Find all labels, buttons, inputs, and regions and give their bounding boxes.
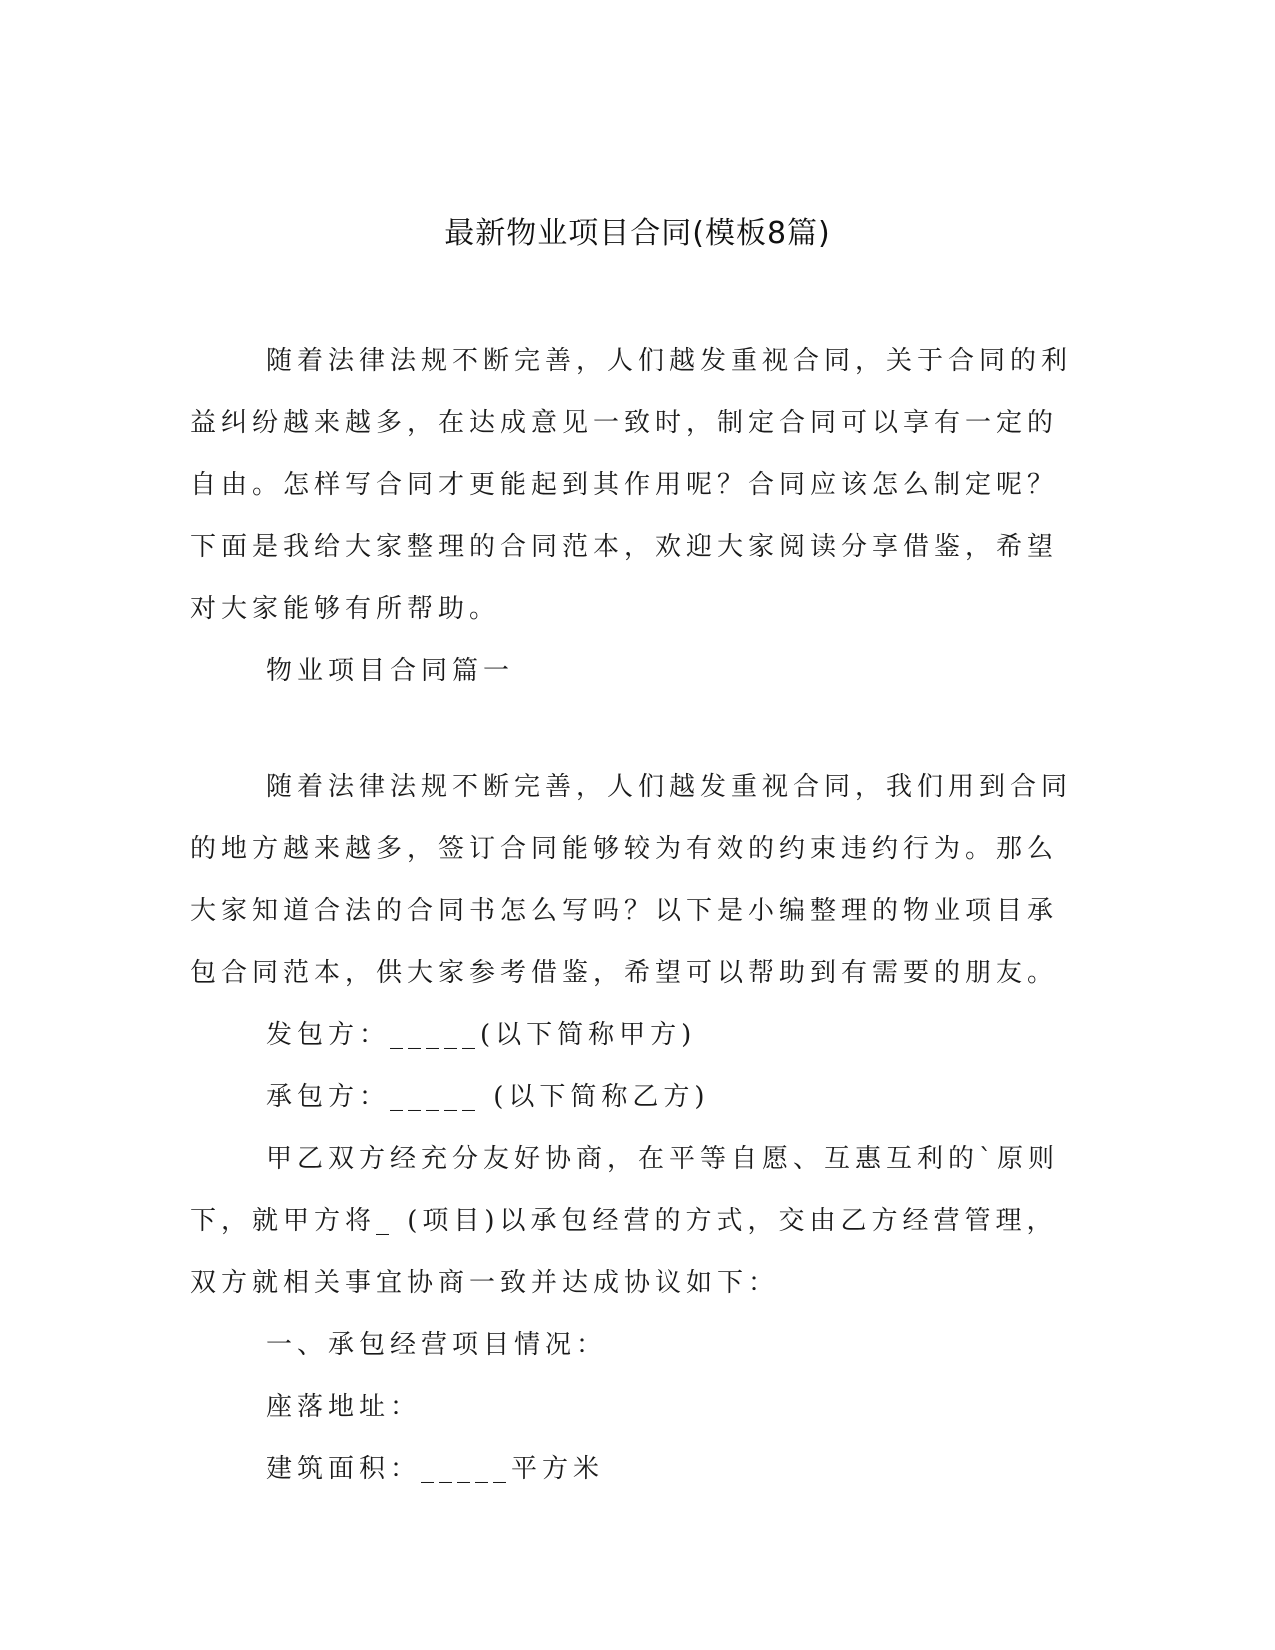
area-line: 建筑面积：_____平方米: [266, 1454, 605, 1484]
agreement-paragraph: 甲乙双方经充分友好协商，在平等自愿、互惠互利的`原则下，就甲方将_ (项目)以承包经营的方式，交由乙方经营管理，双方就相关事宜协商一致并达成协议如下：: [190, 1144, 1060, 1298]
party-b-line: 承包方：_____ (以下简称乙方): [266, 1082, 710, 1112]
party-a-line: 发包方：_____(以下简称甲方): [266, 1020, 697, 1050]
section-heading: 物业项目合同篇一: [266, 656, 515, 686]
document-title: 最新物业项目合同(模板8篇): [444, 216, 831, 251]
clause-heading: 一、承包经营项目情况：: [266, 1330, 608, 1360]
document-body: [190, 330, 1085, 1500]
intro-paragraph: 随着法律法规不断完善，人们越发重视合同，关于合同的利益纠纷越来越多，在达成意见一致时，制定合同可以享有一定的自由。怎样写合同才更能起到其作用呢？合同应该怎么制定呢？下面是我给大家整理的合同范本，欢迎大家阅读分享借鉴，希望对大家能够有所帮助。: [190, 346, 1073, 624]
address-line: 座落地址：: [266, 1392, 422, 1422]
body-paragraph: 随着法律法规不断完善，人们越发重视合同，我们用到合同的地方越来越多，签订合同能够较为有效的约束违约行为。那么大家知道合法的合同书怎么写吗？以下是小编整理的物业项目承包合同范本，供大家参考借鉴，希望可以帮助到有需要的朋友。: [190, 772, 1073, 988]
